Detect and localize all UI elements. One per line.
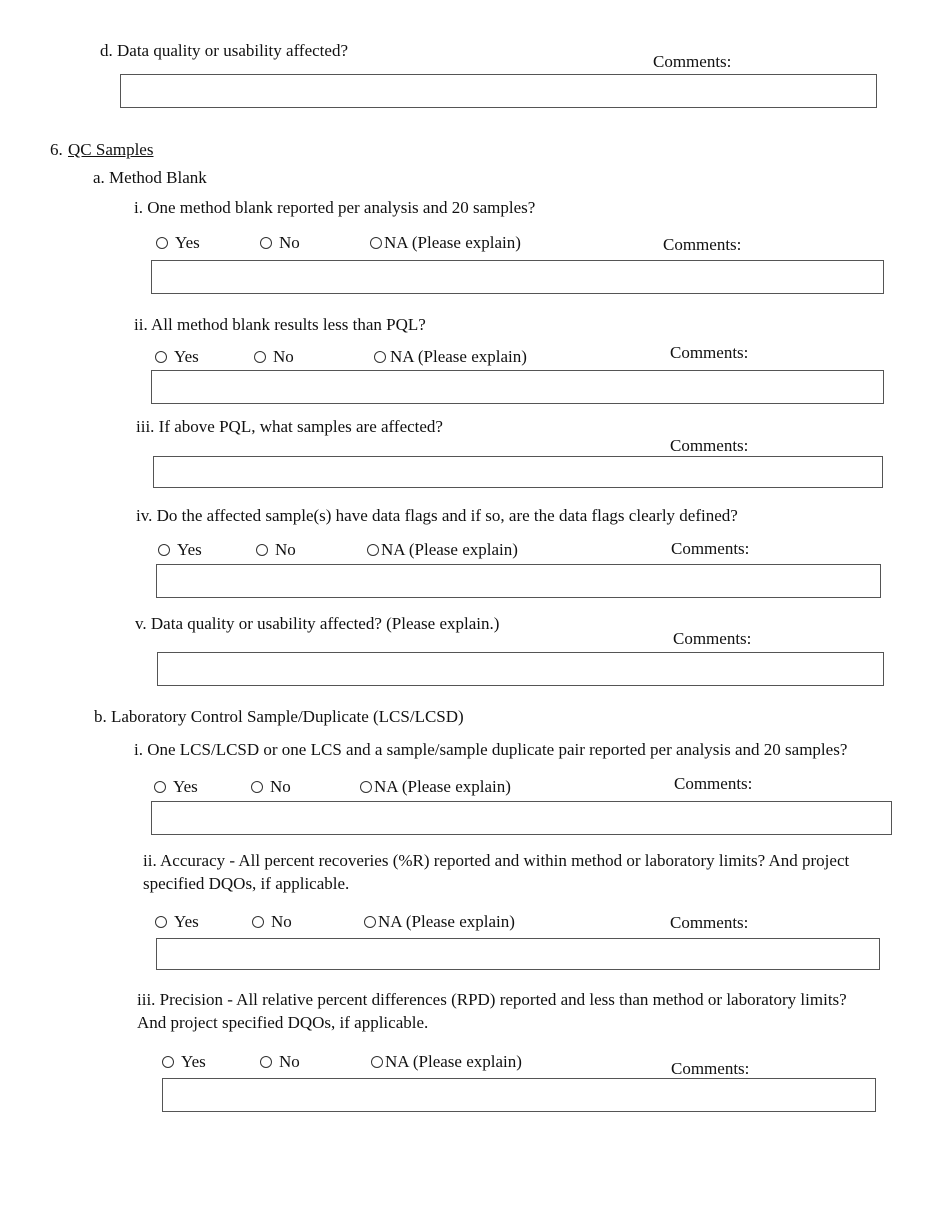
radio-no-6b-i[interactable]: No: [251, 777, 291, 797]
subsection-heading-lcs: b. Laboratory Control Sample/Duplicate (LCS/LCSD): [94, 707, 464, 726]
radio-na-6a-ii[interactable]: NA (Please explain): [374, 347, 527, 367]
comments-label: Comments:: [671, 1059, 750, 1078]
radio-button[interactable]: [162, 1056, 174, 1068]
radio-button[interactable]: [360, 781, 372, 793]
radio-button[interactable]: [260, 1056, 272, 1068]
comments-label: Comments:: [653, 52, 732, 71]
question-6b-i: i. One LCS/LCSD or one LCS and a sample/sample duplicate pair reported per analysis and 20 samples?: [134, 740, 848, 759]
comments-label: Comments:: [670, 913, 749, 932]
comments-label: Comments:: [674, 774, 753, 793]
comments-label: Comments:: [663, 235, 742, 254]
comments-field-6b-i[interactable]: [151, 801, 892, 835]
radio-button[interactable]: [367, 544, 379, 556]
radio-no-6b-iii[interactable]: No: [260, 1052, 300, 1072]
comments-field-5d[interactable]: [120, 74, 877, 108]
question-5d: d. Data quality or usability affected?: [100, 41, 348, 60]
question-6a-iii: iii. If above PQL, what samples are affected?: [136, 417, 443, 436]
radio-button[interactable]: [370, 237, 382, 249]
radio-no-6a-ii[interactable]: No: [254, 347, 294, 367]
comments-field-6a-v[interactable]: [157, 652, 884, 686]
radio-button[interactable]: [260, 237, 272, 249]
radio-button[interactable]: [155, 916, 167, 928]
radio-button[interactable]: [154, 781, 166, 793]
question-6a-i: i. One method blank reported per analysis and 20 samples?: [134, 198, 536, 217]
question-6a-iv: iv. Do the affected sample(s) have data flags and if so, are the data flags clearly defined?: [136, 506, 738, 525]
question-6b-ii: ii. Accuracy - All percent recoveries (%R) reported and within method or laboratory limits? And project specified DQOs, if applicable.: [143, 851, 850, 893]
radio-yes-6b-iii[interactable]: Yes: [162, 1052, 206, 1072]
comments-field-6a-i[interactable]: [151, 260, 884, 294]
comments-label: Comments:: [670, 436, 749, 455]
comments-label: Comments:: [670, 343, 749, 362]
comments-label: Comments:: [671, 539, 750, 558]
radio-button[interactable]: [371, 1056, 383, 1068]
radio-na-6a-i[interactable]: NA (Please explain): [370, 233, 521, 253]
radio-na-6a-iv[interactable]: NA (Please explain): [367, 540, 518, 560]
radio-button[interactable]: [252, 916, 264, 928]
radio-yes-6a-i[interactable]: Yes: [156, 233, 200, 253]
radio-button[interactable]: [251, 781, 263, 793]
comments-field-6b-iii[interactable]: [162, 1078, 876, 1112]
radio-yes-6b-i[interactable]: Yes: [154, 777, 198, 797]
comments-field-6a-ii[interactable]: [151, 370, 884, 404]
subsection-heading-method-blank: a. Method Blank: [93, 168, 207, 187]
comments-label: Comments:: [673, 629, 752, 648]
radio-button[interactable]: [254, 351, 266, 363]
section-number: 6.: [50, 140, 63, 159]
radio-button[interactable]: [364, 916, 376, 928]
radio-button[interactable]: [374, 351, 386, 363]
radio-button[interactable]: [155, 351, 167, 363]
radio-no-6b-ii[interactable]: No: [252, 912, 292, 932]
radio-button[interactable]: [158, 544, 170, 556]
radio-button[interactable]: [156, 237, 168, 249]
radio-yes-6a-iv[interactable]: Yes: [158, 540, 202, 560]
question-6b-iii: iii. Precision - All relative percent differences (RPD) reported and less than method or laboratory limits? And project specified DQOs, if applicable.: [137, 990, 847, 1032]
radio-na-6b-i[interactable]: NA (Please explain): [360, 777, 511, 797]
radio-no-6a-i[interactable]: No: [260, 233, 300, 253]
radio-yes-6b-ii[interactable]: Yes: [155, 912, 199, 932]
radio-na-6b-iii[interactable]: NA (Please explain): [371, 1052, 522, 1072]
radio-button[interactable]: [256, 544, 268, 556]
comments-field-6b-ii[interactable]: [156, 938, 880, 970]
comments-field-6a-iv[interactable]: [156, 564, 881, 598]
radio-na-6b-ii[interactable]: NA (Please explain): [364, 912, 515, 932]
question-6a-v: v. Data quality or usability affected? (Please explain.): [135, 614, 500, 633]
radio-no-6a-iv[interactable]: No: [256, 540, 296, 560]
question-6a-ii: ii. All method blank results less than PQL?: [134, 315, 426, 334]
radio-yes-6a-ii[interactable]: Yes: [155, 347, 199, 367]
comments-field-6a-iii[interactable]: [153, 456, 883, 488]
section-title: QC Samples: [68, 140, 154, 159]
